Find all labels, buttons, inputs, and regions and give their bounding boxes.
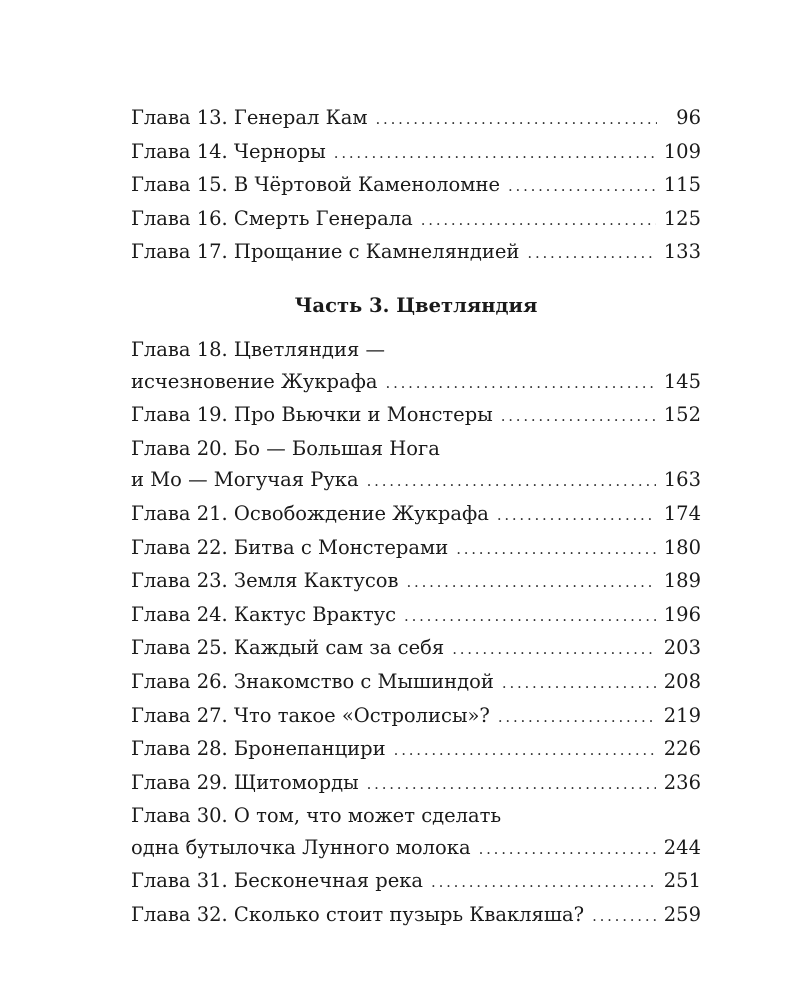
entry-page-number: 196 [663,602,701,626]
dot-leader [394,735,656,767]
entry-title: Глава 28. Бронепанцири [131,737,386,761]
dot-leader [501,401,656,433]
toc-entry[interactable] [131,433,701,498]
toc-entry[interactable] [131,399,701,433]
entry-title: Глава 31. Бесконечная река [131,869,424,893]
entry-page-number: 208 [663,669,701,693]
dot-leader [497,500,656,532]
entry-title: Глава 29. Щитоморды [131,770,359,794]
toc-section-part2 [131,102,701,270]
entry-page-number: 125 [663,206,701,230]
entry-title: Глава 19. Про Вьючки и Монстеры [131,403,493,427]
toc-entry[interactable] [131,203,701,237]
entry-title: Глава 15. В Чёртовой Каменоломне [131,173,500,197]
toc-entry[interactable] [131,532,701,566]
toc-entry[interactable] [131,800,701,865]
toc-entry[interactable] [131,334,701,399]
part-heading: Часть 3. Цветляндия [294,293,538,317]
dot-leader [367,466,656,498]
entry-title: Глава 17. Прощание с Камнеляндией [131,240,520,264]
entry-page-number: 96 [676,106,701,129]
entry-page-number: 219 [663,703,701,727]
entry-title: Глава 21. Освобождение Жукрафа [131,501,489,525]
dot-leader [431,867,656,899]
toc-entry[interactable] [131,599,701,633]
entry-page-number: 133 [663,240,701,264]
toc-entry[interactable] [131,767,701,801]
entry-title: Глава 27. Что такое «Остролисы»? [131,703,490,727]
toc-entry[interactable] [131,236,701,270]
entry-title: Глава 26. Знакомство с Мышиндой [131,669,494,693]
dot-leader [452,634,656,666]
entry-page-number: 244 [663,835,701,859]
entry-page-number: 145 [663,369,701,393]
dot-leader [498,702,656,734]
toc-entry[interactable] [131,102,701,136]
entry-page-number: 226 [663,737,701,761]
dot-leader [479,834,656,866]
entry-page-number: 259 [663,903,701,927]
dot-leader [404,601,656,633]
dot-leader [386,368,656,400]
toc-entry[interactable] [131,899,701,933]
entry-title: и Мо — Могучая Рука [131,468,359,492]
entry-page-number: 203 [663,636,701,660]
toc-entry[interactable] [131,169,701,203]
toc-entry[interactable] [131,565,701,599]
dot-leader [502,668,656,700]
entry-page-number: 189 [663,569,701,593]
entry-title: исчезновение Жукрафа [131,369,378,393]
toc-entry[interactable] [131,666,701,700]
entry-page-number: 174 [663,501,701,525]
entry-page-number: 180 [663,535,701,559]
toc-entry[interactable] [131,498,701,532]
table-of-contents [131,102,701,933]
entry-title: Глава 24. Кактус Врактус [131,602,397,626]
dot-leader [527,238,655,270]
entry-page-number: 251 [663,869,701,893]
toc-entry[interactable] [131,632,701,666]
entry-title: Глава 13. Генерал Кам [131,106,368,129]
dot-leader [421,205,656,237]
dot-leader [407,567,656,599]
entry-title-line1: Глава 30. О том, что может сделать [131,804,502,828]
dot-leader [592,901,656,933]
entry-page-number: 152 [663,403,701,427]
entry-title-line1: Глава 18. Цветляндия — [131,337,385,361]
toc-entry[interactable] [131,733,701,767]
entry-title: Глава 25. Каждый сам за себя [131,636,445,660]
dot-leader [456,534,656,566]
entry-page-number: 115 [663,173,701,197]
entry-title: Глава 23. Земля Кактусов [131,569,399,593]
entry-title: Глава 16. Смерть Генерала [131,206,413,230]
toc-entry[interactable] [131,700,701,734]
dot-leader [334,138,656,170]
dot-leader [367,769,656,801]
entry-page-number: 236 [663,770,701,794]
entry-title: Глава 14. Черноры [131,139,326,163]
toc-entry[interactable] [131,865,701,899]
entry-page-number: 163 [663,468,701,492]
toc-section-part3 [131,334,701,933]
toc-entry[interactable] [131,136,701,170]
dot-leader [376,104,657,136]
entry-title: одна бутылочка Лунного молока [131,835,471,859]
entry-title-line1: Глава 20. Бо — Большая Нога [131,436,440,460]
entry-title: Глава 32. Сколько стоит пузырь Квакляша? [131,903,585,927]
entry-page-number: 109 [663,139,701,163]
entry-title: Глава 22. Битва с Монстерами [131,535,449,559]
dot-leader [508,171,656,203]
